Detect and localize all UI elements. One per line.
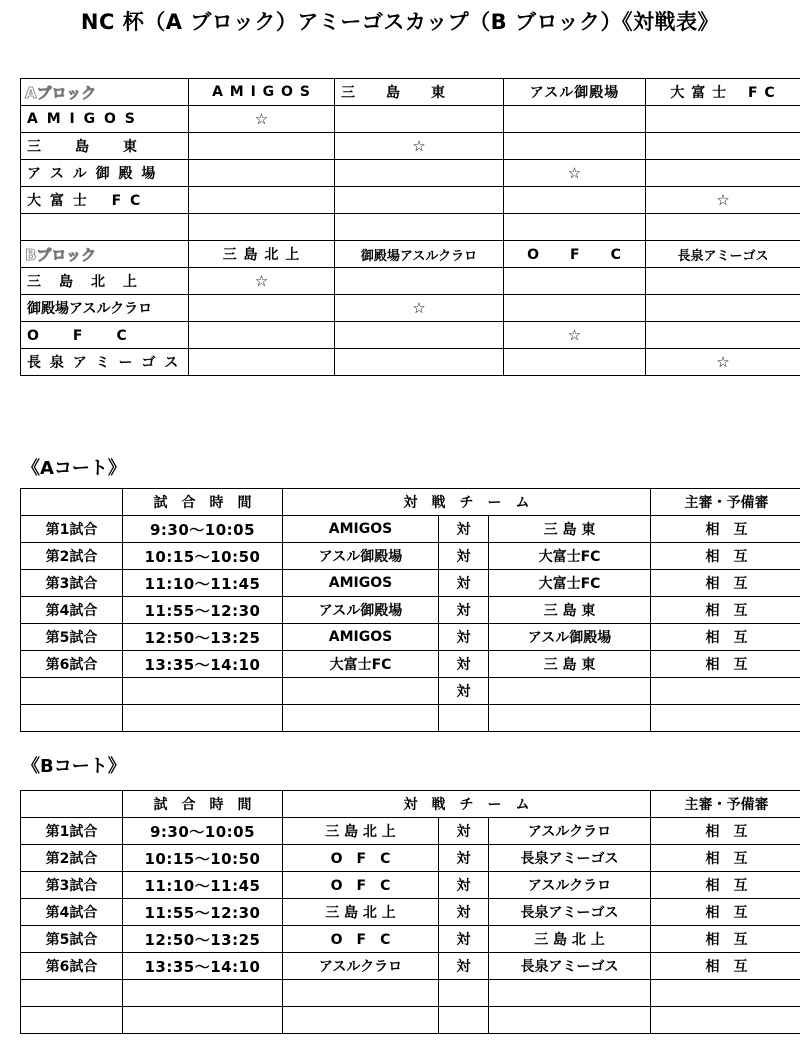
block-b-row-name: 三 島 北 上 [21, 268, 189, 295]
block-b-label: Bブロック [21, 241, 189, 268]
match-number: 第6試合 [21, 651, 123, 678]
block-a-row-name: 大 富 士 F C [21, 187, 189, 214]
block-b-row [21, 268, 800, 295]
match-time: 10:15～10:50 [123, 845, 283, 872]
home-team: 三 島 北 上 [283, 818, 439, 845]
match-row [21, 818, 800, 845]
match-row [21, 651, 800, 678]
match-time: 9:30～10:05 [123, 516, 283, 543]
block-a-row [21, 187, 800, 214]
match-row [21, 926, 800, 953]
home-team: O F C [283, 872, 439, 899]
header-blank [21, 791, 123, 818]
referee-cell: 相 互 [651, 570, 800, 597]
match-row [21, 872, 800, 899]
header-referee: 主審・予備審 [651, 791, 800, 818]
home-team [283, 980, 439, 1007]
block-a-label: Aブロック [21, 79, 189, 106]
versus-label: 対 [439, 953, 489, 980]
match-row [21, 516, 800, 543]
away-team: 三 島 東 [489, 651, 651, 678]
referee-cell: 相 互 [651, 624, 800, 651]
match-row [21, 543, 800, 570]
home-team: アスルクラロ [283, 953, 439, 980]
away-team: アスルクラロ [489, 818, 651, 845]
match-time: 11:55～12:30 [123, 597, 283, 624]
referee-cell: 相 互 [651, 818, 800, 845]
block-a-row-name: A M I G O S [21, 106, 189, 133]
versus-label: 対 [439, 845, 489, 872]
header-time: 試 合 時 間 [123, 791, 283, 818]
referee-cell: 相 互 [651, 845, 800, 872]
block-b-row [21, 322, 800, 349]
match-number: 第3試合 [21, 570, 123, 597]
away-team: アスル御殿場 [489, 624, 651, 651]
block-b-col-header: 御殿場アスルクラロ [335, 241, 504, 268]
match-time: 13:35～14:10 [123, 651, 283, 678]
versus-label: 対 [439, 624, 489, 651]
match-number: 第1試合 [21, 818, 123, 845]
versus-label: 対 [439, 678, 489, 705]
referee-cell [651, 1007, 800, 1034]
match-row [21, 953, 800, 980]
versus-label [439, 1007, 489, 1034]
versus-label: 対 [439, 543, 489, 570]
block-b-header-row [21, 241, 800, 268]
block-a-col-header: 大 富 士 F C [646, 79, 800, 106]
header-referee: 主審・予備審 [651, 489, 800, 516]
referee-cell [651, 678, 800, 705]
away-team [489, 705, 651, 732]
header-teams: 対 戦 チ ー ム [283, 489, 651, 516]
match-time: 11:10～11:45 [123, 872, 283, 899]
schedule-header-row [21, 791, 800, 818]
referee-cell: 相 互 [651, 899, 800, 926]
page-title: NC 杯（A ブロック）アミーゴスカップ（B ブロック）《対戦表》 [80, 10, 720, 34]
match-row [21, 570, 800, 597]
block-a-row-name: 三 島 東 [21, 133, 189, 160]
match-time: 12:50～13:25 [123, 926, 283, 953]
referee-cell: 相 互 [651, 543, 800, 570]
match-number: 第4試合 [21, 597, 123, 624]
star-mark: ☆ [189, 268, 335, 295]
match-row [21, 597, 800, 624]
block-b-row-name: 御殿場アスルクラロ [21, 295, 189, 322]
star-mark: ☆ [646, 349, 800, 376]
home-team: 三 島 北 上 [283, 899, 439, 926]
block-b-col-header: 三 島 北 上 [189, 241, 335, 268]
referee-cell [651, 980, 800, 1007]
referee-cell: 相 互 [651, 597, 800, 624]
star-mark: ☆ [189, 106, 335, 133]
home-team [283, 1007, 439, 1034]
match-time: 12:50～13:25 [123, 624, 283, 651]
block-b-row [21, 295, 800, 322]
court-b-schedule-table [20, 790, 800, 1034]
block-matrix-table [20, 78, 800, 376]
versus-label [439, 705, 489, 732]
away-team: 三 島 東 [489, 597, 651, 624]
match-number [21, 678, 123, 705]
star-mark: ☆ [504, 160, 646, 187]
referee-cell: 相 互 [651, 651, 800, 678]
referee-cell: 相 互 [651, 926, 800, 953]
star-mark: ☆ [646, 187, 800, 214]
block-b-row-name: 長 泉 ア ミ ー ゴ ス [21, 349, 189, 376]
home-team: O F C [283, 926, 439, 953]
court-a-schedule-table [20, 488, 800, 732]
court-b-heading: 《Bコート》 [22, 756, 126, 777]
away-team: 三 島 北 上 [489, 926, 651, 953]
referee-cell: 相 互 [651, 872, 800, 899]
block-a-row [21, 160, 800, 187]
versus-label: 対 [439, 818, 489, 845]
match-row [21, 899, 800, 926]
match-time: 11:55～12:30 [123, 899, 283, 926]
versus-label: 対 [439, 570, 489, 597]
match-time [123, 678, 283, 705]
home-team: AMIGOS [283, 516, 439, 543]
match-time: 11:10～11:45 [123, 570, 283, 597]
versus-label: 対 [439, 651, 489, 678]
match-row [21, 678, 800, 705]
block-a-row [21, 133, 800, 160]
home-team: AMIGOS [283, 624, 439, 651]
star-mark: ☆ [504, 322, 646, 349]
match-number [21, 1007, 123, 1034]
header-time: 試 合 時 間 [123, 489, 283, 516]
block-a-col-header: 三 島 東 [335, 79, 504, 106]
court-a-heading: 《Aコート》 [22, 458, 126, 479]
match-number: 第6試合 [21, 953, 123, 980]
block-a-col-header: アスル御殿場 [504, 79, 646, 106]
match-number: 第2試合 [21, 845, 123, 872]
versus-label: 対 [439, 516, 489, 543]
home-team: アスル御殿場 [283, 543, 439, 570]
match-row [21, 705, 800, 732]
match-number: 第1試合 [21, 516, 123, 543]
match-row [21, 980, 800, 1007]
away-team [489, 1007, 651, 1034]
match-time: 10:15～10:50 [123, 543, 283, 570]
home-team: O F C [283, 845, 439, 872]
block-b-row [21, 349, 800, 376]
match-number [21, 705, 123, 732]
referee-cell [651, 705, 800, 732]
header-blank [21, 489, 123, 516]
away-team: 長泉アミーゴス [489, 845, 651, 872]
away-team: 三 島 東 [489, 516, 651, 543]
match-number: 第5試合 [21, 624, 123, 651]
versus-label: 対 [439, 899, 489, 926]
block-a-row [21, 106, 800, 133]
referee-cell: 相 互 [651, 516, 800, 543]
match-row [21, 845, 800, 872]
block-b-row-name: O F C [21, 322, 189, 349]
home-team: 大富士FC [283, 651, 439, 678]
home-team [283, 705, 439, 732]
match-number: 第2試合 [21, 543, 123, 570]
match-number: 第4試合 [21, 899, 123, 926]
spacer-row [21, 214, 800, 241]
versus-label: 対 [439, 872, 489, 899]
block-a-row-name: ア ス ル 御 殿 場 [21, 160, 189, 187]
referee-cell: 相 互 [651, 953, 800, 980]
star-mark: ☆ [335, 133, 504, 160]
away-team: 長泉アミーゴス [489, 899, 651, 926]
away-team [489, 980, 651, 1007]
header-teams: 対 戦 チ ー ム [283, 791, 651, 818]
versus-label: 対 [439, 597, 489, 624]
star-mark: ☆ [335, 295, 504, 322]
block-a-header-row [21, 79, 800, 106]
match-number [21, 980, 123, 1007]
match-number: 第5試合 [21, 926, 123, 953]
away-team [489, 678, 651, 705]
block-a-col-header: A M I G O S [189, 79, 335, 106]
away-team: 大富士FC [489, 543, 651, 570]
match-time [123, 1007, 283, 1034]
block-b-col-header: 長泉アミーゴス [646, 241, 800, 268]
away-team: 長泉アミーゴス [489, 953, 651, 980]
home-team [283, 678, 439, 705]
block-b-col-header: O F C [504, 241, 646, 268]
versus-label [439, 980, 489, 1007]
match-time [123, 980, 283, 1007]
match-row [21, 1007, 800, 1034]
match-row [21, 624, 800, 651]
match-time: 9:30～10:05 [123, 818, 283, 845]
schedule-header-row [21, 489, 800, 516]
match-time [123, 705, 283, 732]
match-number: 第3試合 [21, 872, 123, 899]
away-team: アスルクラロ [489, 872, 651, 899]
away-team: 大富士FC [489, 570, 651, 597]
versus-label: 対 [439, 926, 489, 953]
match-time: 13:35～14:10 [123, 953, 283, 980]
home-team: AMIGOS [283, 570, 439, 597]
home-team: アスル御殿場 [283, 597, 439, 624]
